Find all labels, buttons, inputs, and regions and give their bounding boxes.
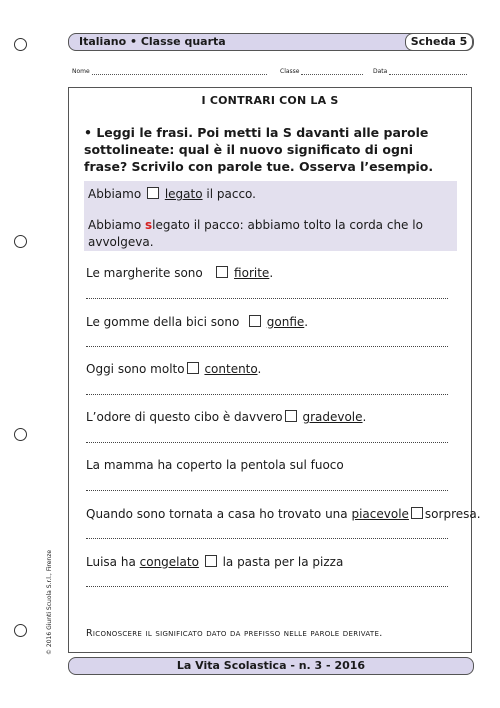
sentence: Quando sono tornata a casa ho trovato una piacevole sorpresa. [86,507,481,521]
example-text: Abbiamo [88,218,145,232]
name-line [92,69,267,75]
binder-hole [14,235,27,248]
learning-goal: Riconoscere il significato dato da prefisso nelle parole derivate. [86,628,383,639]
binder-hole [14,428,27,441]
checkbox[interactable] [249,315,261,327]
name-field [72,68,267,75]
subject-label: Italiano • Classe quarta [79,35,226,48]
sentence: L’odore di questo cibo è davvero gradevole. [86,410,367,424]
answer-line[interactable] [86,582,448,587]
prefix-s: s [144,218,153,232]
answer-line[interactable] [86,534,448,539]
answer-line[interactable] [86,294,448,299]
date-line [389,69,467,75]
class-field [280,68,363,75]
class-label: Classe [280,68,300,75]
binder-hole [14,624,27,637]
answer-line[interactable] [86,438,448,443]
sentence: La mamma ha coperto la pentola sul fuoco [86,458,344,472]
footer-band: La Vita Scolastica - n. 3 - 2016 [68,657,474,675]
example-line-1 [88,187,256,201]
class-line [301,69,363,75]
answer-line[interactable] [86,390,448,395]
checkbox[interactable] [216,266,228,278]
example-box [84,181,457,251]
checkbox[interactable] [187,362,199,374]
example-text: il pacco. [206,187,256,201]
instruction-text: • Leggi le frasi. Poi metti la S davanti alle parole sottolineate: qual è il nuovo significato di ogni frase? Scrivilo con parole tue. Osserva l’esempio. [84,125,434,174]
example-line-2 [88,217,448,251]
checkbox[interactable] [205,555,217,567]
date-field [373,68,467,75]
sheet-tab: Scheda 5 [405,33,473,51]
answer-line[interactable] [86,486,448,491]
name-label: Nome [72,68,90,75]
binder-hole [14,38,27,51]
copyright-note: © 2016 Giunti Scuola S.r.l., Firenze [46,549,53,655]
example-text: legato il pacco: abbiamo tolto la corda che lo avvolgeva. [88,218,423,249]
checkbox[interactable] [411,507,423,519]
answer-line[interactable] [86,342,448,347]
date-label: Data [373,68,388,75]
sentence: Luisa ha congelato la pasta per la pizza [86,555,344,569]
checkbox [147,187,159,199]
exercise-title: I CONTRARI CON LA S [201,94,339,107]
underlined-word: legato [164,187,203,201]
header-band [68,33,474,51]
checkbox[interactable] [285,410,297,422]
sentence: Le gomme della bici sono gonfie. [86,315,309,329]
example-text: Abbiamo [88,187,142,201]
sentence: Oggi sono molto contento. [86,362,262,376]
sentence: Le margherite sono fiorite. [86,266,274,280]
